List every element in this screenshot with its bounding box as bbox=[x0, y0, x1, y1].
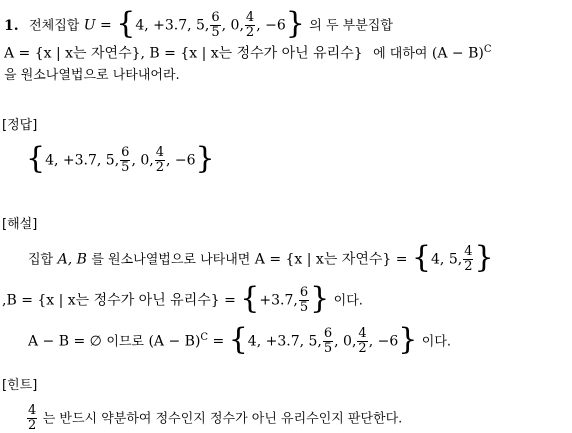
close-brace: } bbox=[285, 5, 305, 41]
problem-intro: 전체집합 bbox=[29, 18, 80, 34]
answer-label: [정답] bbox=[2, 118, 38, 133]
complement-superscript: C bbox=[483, 44, 492, 55]
answer-open-brace: { bbox=[26, 140, 46, 176]
answer-fraction-4-2: $\frac{4}{2}$ bbox=[155, 145, 164, 175]
answer-set: {4, +3.7, 5, $\frac{6}{5}$ , 0, $\frac{4}{2}$ , −6} bbox=[26, 140, 215, 176]
complement-expression: (A − B) bbox=[431, 45, 484, 62]
set-mid: , 0, bbox=[221, 17, 244, 34]
problem-number: 1. bbox=[4, 17, 19, 34]
fraction-4-2: $\frac{4}{2}$ bbox=[245, 10, 255, 40]
universal-set-label: U bbox=[83, 17, 96, 34]
set-B-definition: , B = {x | x는 정수가 아닌 유리수} bbox=[140, 45, 363, 62]
problem-line-3: 을 원소나열법으로 나타내어라. bbox=[4, 68, 180, 83]
explanation-fraction-6-5: $\frac{6}{5}$ bbox=[299, 285, 309, 315]
problem-line-2 bbox=[4, 40, 492, 65]
set-end: , −6 bbox=[256, 17, 286, 34]
hint-line bbox=[26, 404, 402, 433]
set-start: 4, +3.7, 5, bbox=[135, 17, 210, 34]
explanation-line-3: A − B = ∅ 이므로 $(A - B)^C = \{4$, +3.7, 5, $\frac{6}{5}$ , 0, $\frac{4}{2}$ , −6} 이다. bbox=[28, 321, 452, 357]
hint-fraction-4-2: $\frac{4}{2}$ bbox=[28, 403, 37, 433]
answer-close-brace: } bbox=[195, 140, 215, 176]
problem-line1-post: 의 두 부분집합 bbox=[309, 18, 393, 34]
problem-line-1: 1. 전체집합 U = {4, +3.7, 5, $\frac{6}{5}$ , 0, $\frac{4}{2}$ , −6} 의 두 부분집합 bbox=[4, 5, 393, 41]
problem-line2-mid: 에 대하여 bbox=[373, 46, 428, 62]
hint-text: 는 반드시 약분하여 정수인지 정수가 아닌 유리수인지 판단한다. bbox=[42, 411, 403, 427]
answer-fraction-6-5: $\frac{6}{5}$ bbox=[121, 145, 130, 175]
explanation-line-2: ,B = {x | x는 정수가 아닌 유리수} = {+3.7, $\frac{6}{5}$ } 이다. bbox=[2, 280, 363, 316]
hint-label: [힌트] bbox=[2, 378, 38, 393]
explanation-line-1: 집합 A, B 를 원소나열법으로 나타내면 A = {x | x는 자연수} = {4, 5, $\frac{4}{2}$ } bbox=[28, 239, 494, 275]
explanation-label: [해설] bbox=[2, 217, 38, 232]
set-A-definition: A = {x | x는 자연수} bbox=[4, 45, 141, 62]
fraction-6-5: $\frac{6}{5}$ bbox=[211, 10, 220, 40]
explanation-fraction-4-2: $\frac{4}{2}$ bbox=[464, 244, 473, 274]
open-brace: { bbox=[116, 5, 136, 41]
